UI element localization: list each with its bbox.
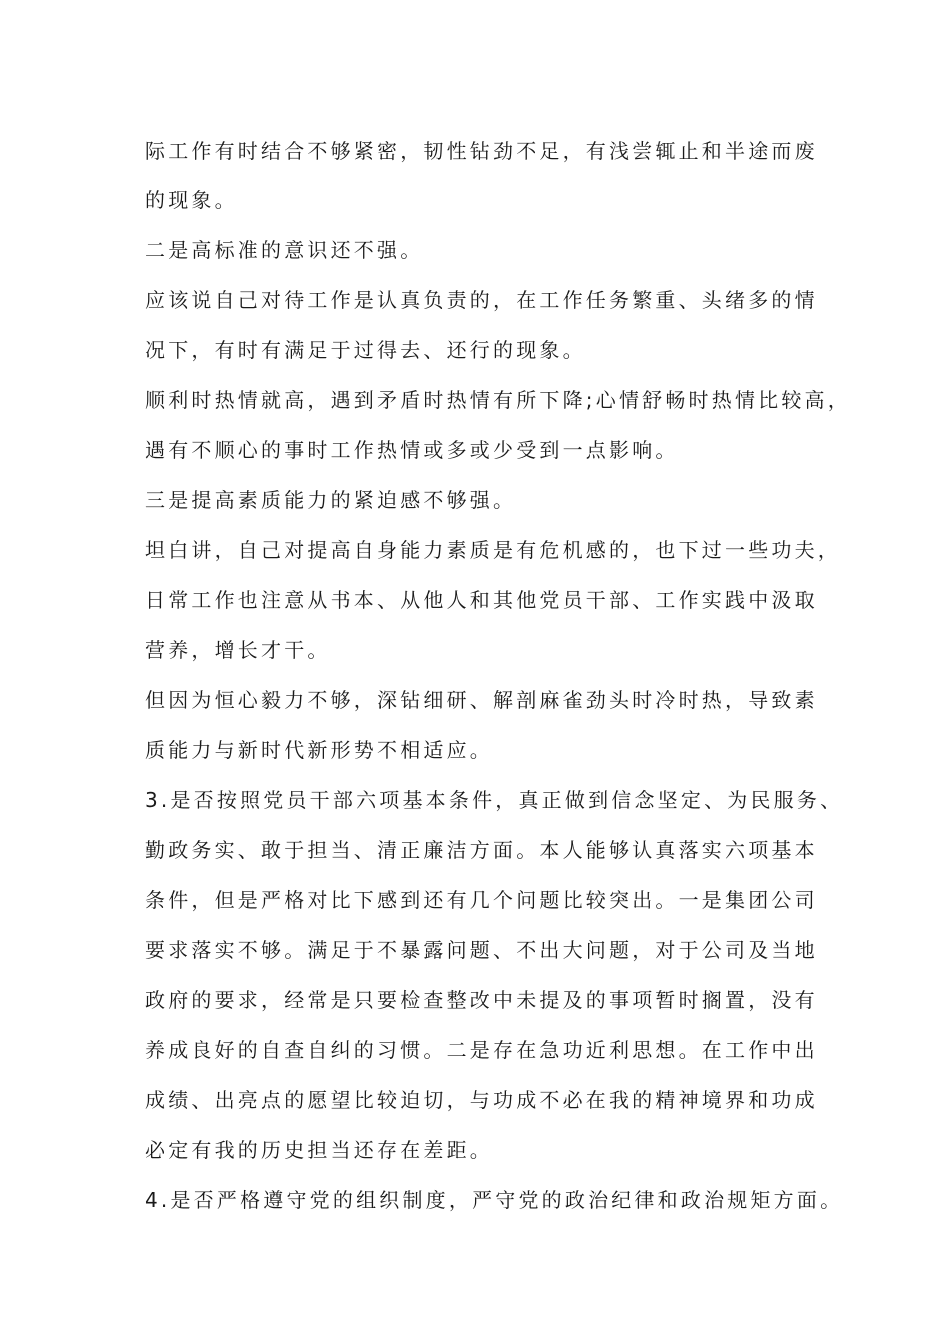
text-line: 勤政务实、敢于担当、清正廉洁方面。本人能够认真落实六项基本: [145, 838, 818, 862]
text-line: 但因为恒心毅力不够，深钻细研、解剖麻雀劲头时冷时热，导致素: [145, 688, 818, 712]
text-line: 的现象。: [145, 188, 238, 212]
text-line: 必定有我的历史担当还存在差距。: [145, 1138, 493, 1162]
text-line: 质能力与新时代新形势不相适应。: [145, 738, 493, 762]
text-line: 二是高标准的意识还不强。: [145, 238, 424, 262]
text-line: 营养，增长才干。: [145, 638, 331, 662]
text-line: 成绩、出亮点的愿望比较迫切，与功成不必在我的精神境界和功成: [145, 1088, 818, 1112]
text-line: 况下，有时有满足于过得去、还行的现象。: [145, 338, 586, 362]
text-line: 日常工作也注意从书本、从他人和其他党员干部、工作实践中汲取: [145, 588, 818, 612]
text-line: 4.是否严格遵守党的组织制度，严守党的政治纪律和政治规矩方面。: [145, 1188, 844, 1212]
text-line: 政府的要求，经常是只要检查整改中未提及的事项暂时搁置，没有: [145, 988, 818, 1012]
text-line: 际工作有时结合不够紧密，韧性钻劲不足，有浅尝辄止和半途而废: [145, 139, 818, 163]
text-line: 遇有不顺心的事时工作热情或多或少受到一点影响。: [145, 438, 679, 462]
text-line: 3.是否按照党员干部六项基本条件，真正做到信念坚定、为民服务、: [145, 788, 844, 812]
text-line: 应该说自己对待工作是认真负责的，在工作任务繁重、头绪多的情: [145, 288, 818, 312]
text-line: 要求落实不够。满足于不暴露问题、不出大问题，对于公司及当地: [145, 938, 818, 962]
text-line: 养成良好的自查自纠的习惯。二是存在急功近利思想。在工作中出: [145, 1038, 818, 1062]
text-line: 顺利时热情就高，遇到矛盾时热情有所下降;心情舒畅时热情比较高，: [145, 388, 851, 412]
text-line: 坦白讲，自己对提高自身能力素质是有危机感的，也下过一些功夫，: [145, 538, 841, 562]
text-line: 三是提高素质能力的紧迫感不够强。: [145, 488, 517, 512]
text-line: 条件，但是严格对比下感到还有几个问题比较突出。一是集团公司: [145, 888, 818, 912]
